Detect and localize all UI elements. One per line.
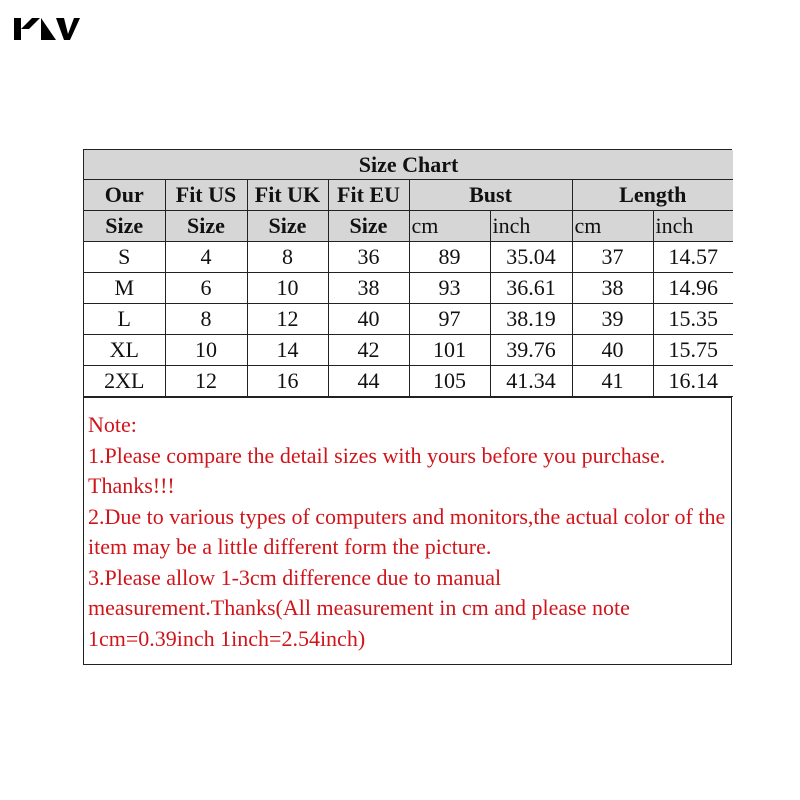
header-fit-eu: Fit EU	[328, 180, 409, 211]
cell-bust-cm: 97	[409, 304, 490, 335]
cell-fit-eu: 36	[328, 242, 409, 273]
cell-length-cm: 40	[572, 335, 653, 366]
cell-fit-uk: 8	[247, 242, 328, 273]
note-item-3: 3.Please allow 1-3cm difference due to manual measurement.Thanks(All measurement in cm and please note 1cm=0.39inch 1inch=2.54inch)	[88, 564, 630, 651]
cell-bust-inch: 36.61	[490, 273, 572, 304]
size-chart-title: Size Chart	[84, 150, 733, 180]
size-chart-table	[84, 150, 733, 397]
cell-fit-eu: 44	[328, 366, 409, 397]
cell-fit-uk: 16	[247, 366, 328, 397]
table-row	[84, 304, 733, 335]
cell-bust-inch: 41.34	[490, 366, 572, 397]
notes-section	[84, 397, 731, 664]
table-row	[84, 242, 733, 273]
cell-length-cm: 41	[572, 366, 653, 397]
cell-bust-cm: 105	[409, 366, 490, 397]
header-length-cm: cm	[572, 211, 653, 242]
cell-length-cm: 37	[572, 242, 653, 273]
cell-bust-inch: 38.19	[490, 304, 572, 335]
cell-fit-us: 6	[165, 273, 247, 304]
cell-fit-uk: 14	[247, 335, 328, 366]
cell-our-size: 2XL	[84, 366, 165, 397]
cell-length-cm: 38	[572, 273, 653, 304]
cell-fit-eu: 38	[328, 273, 409, 304]
header-length: Length	[572, 180, 733, 211]
note-item-1: 1.Please compare the detail sizes with yours before you purchase. Thanks!!!	[88, 442, 666, 498]
cell-fit-us: 12	[165, 366, 247, 397]
header-length-inch: inch	[653, 211, 733, 242]
header-fit-us-line2: Size	[165, 211, 247, 242]
cell-fit-uk: 10	[247, 273, 328, 304]
cell-our-size: L	[84, 304, 165, 335]
cell-our-size: S	[84, 242, 165, 273]
header-bust-inch: inch	[490, 211, 572, 242]
note-heading: Note:	[88, 412, 137, 437]
header-fit-eu-line2: Size	[328, 211, 409, 242]
cell-fit-us: 4	[165, 242, 247, 273]
cell-fit-eu: 40	[328, 304, 409, 335]
header-our-size-line2: Size	[84, 211, 165, 242]
cell-bust-cm: 93	[409, 273, 490, 304]
table-row	[84, 273, 733, 304]
cell-fit-uk: 12	[247, 304, 328, 335]
brand-logo-icon	[12, 14, 80, 42]
cell-length-cm: 39	[572, 304, 653, 335]
header-fit-uk-line2: Size	[247, 211, 328, 242]
cell-fit-us: 10	[165, 335, 247, 366]
header-our-size: Our	[84, 180, 165, 211]
header-bust: Bust	[409, 180, 572, 211]
cell-our-size: M	[84, 273, 165, 304]
header-fit-uk: Fit UK	[247, 180, 328, 211]
cell-bust-cm: 89	[409, 242, 490, 273]
cell-fit-us: 8	[165, 304, 247, 335]
cell-fit-eu: 42	[328, 335, 409, 366]
header-bust-cm: cm	[409, 211, 490, 242]
cell-length-inch: 15.75	[653, 335, 733, 366]
header-fit-us: Fit US	[165, 180, 247, 211]
note-item-2: 2.Due to various types of computers and monitors,the actual color of the item may be a little different form the picture.	[88, 503, 726, 559]
cell-bust-inch: 39.76	[490, 335, 572, 366]
cell-length-inch: 15.35	[653, 304, 733, 335]
table-row	[84, 366, 733, 397]
cell-length-inch: 16.14	[653, 366, 733, 397]
cell-bust-cm: 101	[409, 335, 490, 366]
cell-length-inch: 14.96	[653, 273, 733, 304]
size-chart	[83, 149, 732, 665]
table-row	[84, 335, 733, 366]
cell-bust-inch: 35.04	[490, 242, 572, 273]
cell-length-inch: 14.57	[653, 242, 733, 273]
cell-our-size: XL	[84, 335, 165, 366]
